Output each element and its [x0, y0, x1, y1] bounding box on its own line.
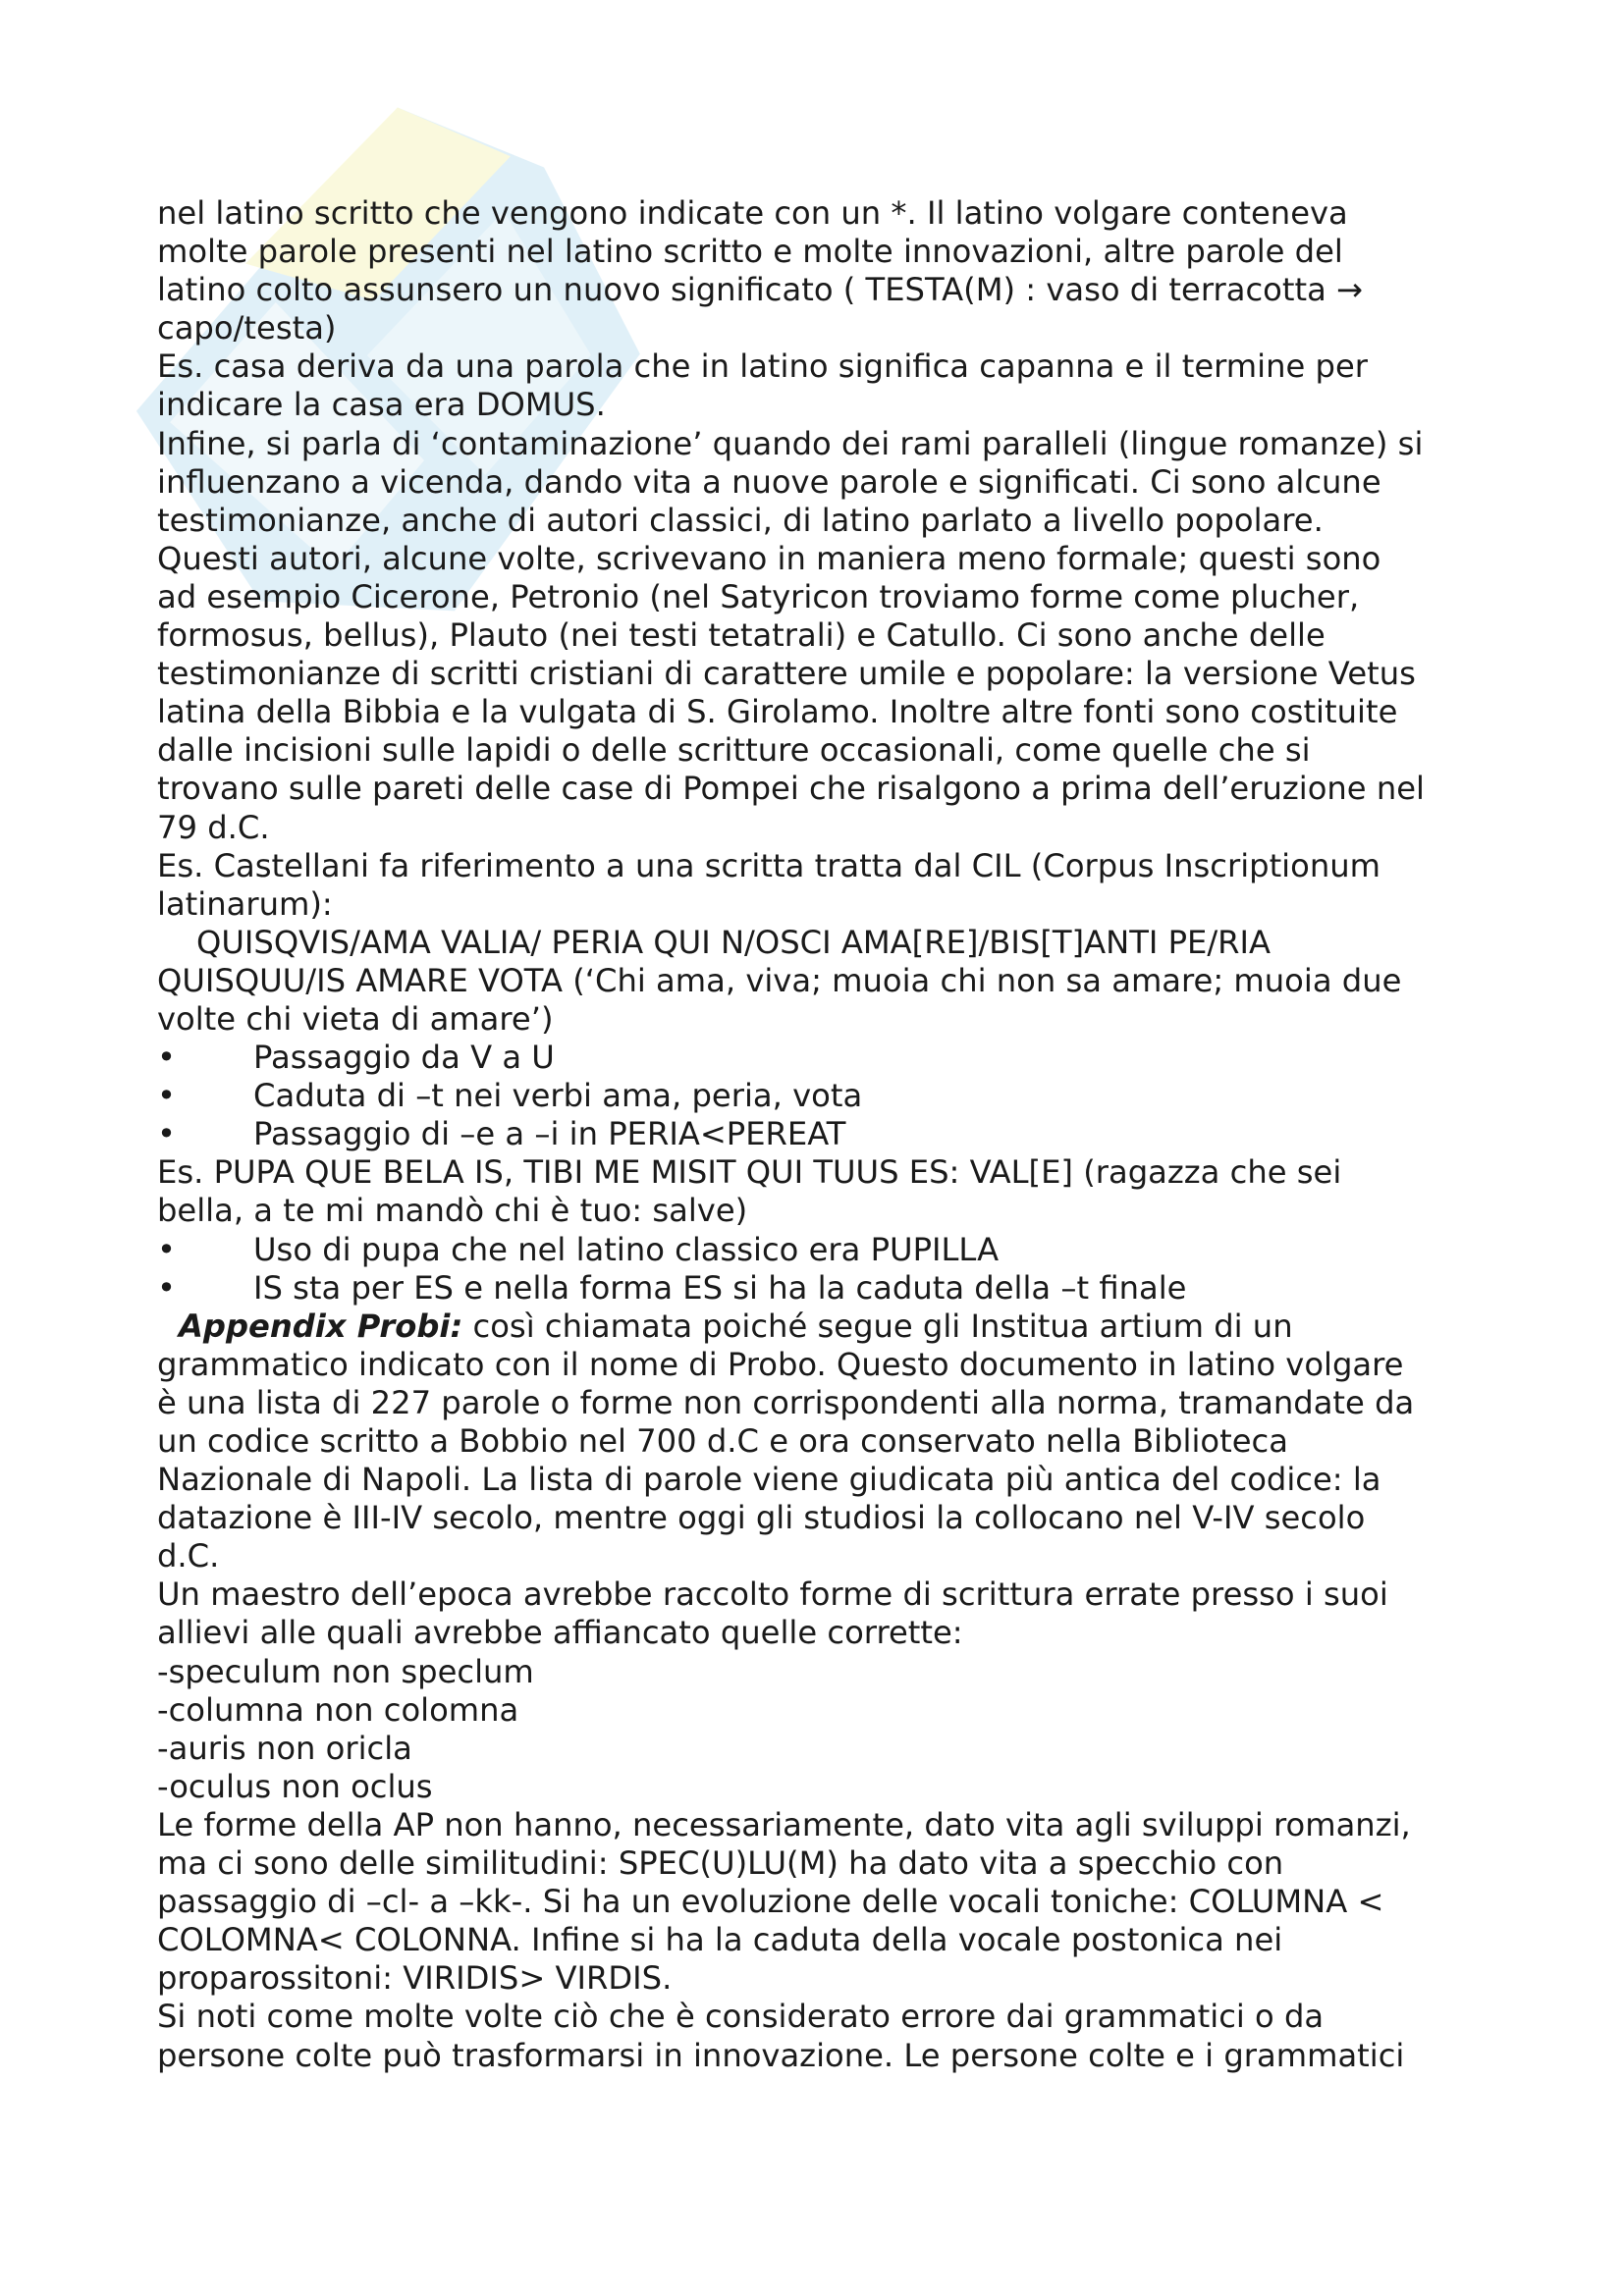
text-line: volte chi vieta di amare’): [157, 999, 554, 1038]
paragraph-contaminazione: [157, 425, 1492, 847]
list-item: [157, 1231, 1492, 1269]
text-line: molte parole presenti nel latino scritto e molte innovazioni, altre parole del: [157, 233, 1343, 271]
bullet-icon: •: [157, 1268, 176, 1307]
text-line: -auris non oricla: [157, 1729, 412, 1767]
text-line: allievi alle quali avrebbe affiancato quelle corrette:: [157, 1614, 963, 1652]
bullet-icon: •: [157, 1077, 176, 1115]
list-item-text: Uso di pupa che nel latino classico era PUPILLA: [253, 1230, 1000, 1268]
list-item: [157, 1039, 1492, 1077]
text-line: -columna non colomna: [157, 1690, 519, 1729]
bullet-icon: •: [157, 1039, 176, 1077]
list-item-text: IS sta per ES e nella forma ES si ha la caduta della –t finale: [253, 1268, 1187, 1307]
text-line: datazione è III-IV secolo, mentre oggi gli studiosi la collocano nel V-IV secolo: [157, 1499, 1366, 1537]
list-item-text: Passaggio di –e a –i in PERIA<PEREAT: [253, 1115, 846, 1153]
paragraph-maestro: [157, 1575, 1492, 1806]
text-line: proparossitoni: VIRIDIS> VIRDIS.: [157, 1959, 673, 1998]
text-line: bella, a te mi mandò chi è tuo: salve): [157, 1192, 748, 1230]
text-line: indicare la casa era DOMUS.: [157, 386, 606, 424]
paragraph-appendix-probi: [157, 1308, 1492, 1576]
text-line: -speculum non speclum: [157, 1652, 534, 1690]
text-line: d.C.: [157, 1537, 220, 1575]
bullet-icon: •: [157, 1230, 176, 1268]
appendix-probi-intro: così chiamata poiché segue gli Institua artium di un: [462, 1307, 1293, 1345]
text-line: testimonianze di scritti cristiani di carattere umile e popolare: la versione Vetus: [157, 655, 1416, 693]
text-line: nel latino scritto che vengono indicate con un *. Il latino volgare conteneva: [157, 194, 1348, 232]
text-line: passaggio di –cl- a –kk-. Si ha un evoluzione delle vocali toniche: COLUMNA <: [157, 1883, 1384, 1921]
text-line: Le forme della AP non hanno, necessariamente, dato vita agli sviluppi romanzi,: [157, 1805, 1411, 1843]
list-item: [157, 1077, 1492, 1115]
text-line: un codice scritto a Bobbio nel 700 d.C e ora conservato nella Biblioteca: [157, 1422, 1288, 1460]
bullet-list-pupa: [157, 1231, 1492, 1308]
text-line: latina della Bibbia e la vulgata di S. Girolamo. Inoltre altre fonti sono costituite: [157, 693, 1398, 731]
text-line: latinarum):: [157, 884, 333, 923]
text-line: trovano sulle pareti delle case di Pompei che risalgono a prima dell’eruzione nel: [157, 770, 1425, 808]
text-line: grammatico indicato con il nome di Probo. Questo documento in latino volgare: [157, 1345, 1404, 1383]
list-item: [157, 1115, 1492, 1153]
bullet-icon: •: [157, 1115, 176, 1153]
text-line: COLOMNA< COLONNA. Infine si ha la caduta della vocale postonica nei: [157, 1921, 1283, 1959]
text-line: capo/testa): [157, 309, 337, 347]
text-line: persone colte può trasformarsi in innovazione. Le persone colte e i grammatici: [157, 2036, 1405, 2074]
paragraph-forme-ap: [157, 1806, 1492, 1998]
paragraph-pupa: [157, 1153, 1492, 1230]
list-item-text: Caduta di –t nei verbi ama, peria, vota: [253, 1077, 863, 1115]
bullet-list-quisquis: [157, 1039, 1492, 1153]
text-line: Es. PUPA QUE BELA IS, TIBI ME MISIT QUI TUUS ES: VAL[E] (ragazza che sei: [157, 1153, 1342, 1192]
list-item-text: Passaggio da V a U: [253, 1039, 555, 1077]
text-line: QUISQUU/IS AMARE VOTA (‘Chi ama, viva; muoia chi non sa amare; muoia due: [157, 961, 1402, 999]
text-line: Infine, si parla di ‘contaminazione’ quando dei rami paralleli (lingue romanze) si: [157, 424, 1424, 462]
text-line: ad esempio Cicerone, Petronio (nel Satyricon troviamo forme come plucher,: [157, 577, 1360, 615]
text-line: influenzano a vicenda, dando vita a nuove parole e significati. Ci sono alcune: [157, 462, 1381, 501]
text-line: QUISQVIS/AMA VALIA/ PERIA QUI N/OSCI AMA[RE]/BIS[T]ANTI PE/RIA: [196, 923, 1271, 961]
text-line: dalle incisioni sulle lapidi o delle scritture occasionali, come quelle che si: [157, 731, 1311, 770]
text-line: latino colto assunsero un nuovo significato ( TESTA(M) : vaso di terracotta →: [157, 271, 1364, 309]
text-line: Nazionale di Napoli. La lista di parole viene giudicata più antica del codice: la: [157, 1461, 1381, 1499]
list-item: [157, 1269, 1492, 1308]
text-line: testimonianze, anche di autori classici, di latino parlato a livello popolare.: [157, 501, 1324, 539]
paragraph-latino-volgare: [157, 194, 1492, 347]
paragraph-castellani: [157, 847, 1492, 924]
text-line: [157, 1308, 1492, 1346]
text-line: è una lista di 227 parole o forme non corrispondenti alla norma, tramandate da: [157, 1383, 1415, 1421]
text-line: ma ci sono delle similitudini: SPEC(U)LU(M) ha dato vita a specchio con: [157, 1844, 1284, 1883]
paragraph-errore-innovazione: [157, 1998, 1492, 2074]
text-line: Es. casa deriva da una parola che in latino significa capanna e il termine per: [157, 347, 1368, 386]
text-line: Si noti come molte volte ciò che è considerato errore dai grammatici o da: [157, 1998, 1325, 2036]
text-line: Questi autori, alcune volte, scrivevano in maniera meno formale; questi sono: [157, 539, 1381, 577]
text-line: Un maestro dell’epoca avrebbe raccolto forme di scrittura errate presso i suoi: [157, 1575, 1388, 1614]
text-line: -oculus non oclus: [157, 1767, 433, 1805]
text-line: 79 d.C.: [157, 808, 270, 846]
text-line: formosus, bellus), Plauto (nei testi tetatrali) e Catullo. Ci sono anche delle: [157, 616, 1325, 655]
text-line: Es. Castellani fa riferimento a una scritta tratta dal CIL (Corpus Inscriptionum: [157, 846, 1380, 884]
document-page: [157, 194, 1492, 2075]
appendix-probi-heading: Appendix Probi:: [179, 1307, 463, 1345]
inscription-quisquis: [157, 924, 1492, 1039]
paragraph-casa-example: [157, 347, 1492, 424]
